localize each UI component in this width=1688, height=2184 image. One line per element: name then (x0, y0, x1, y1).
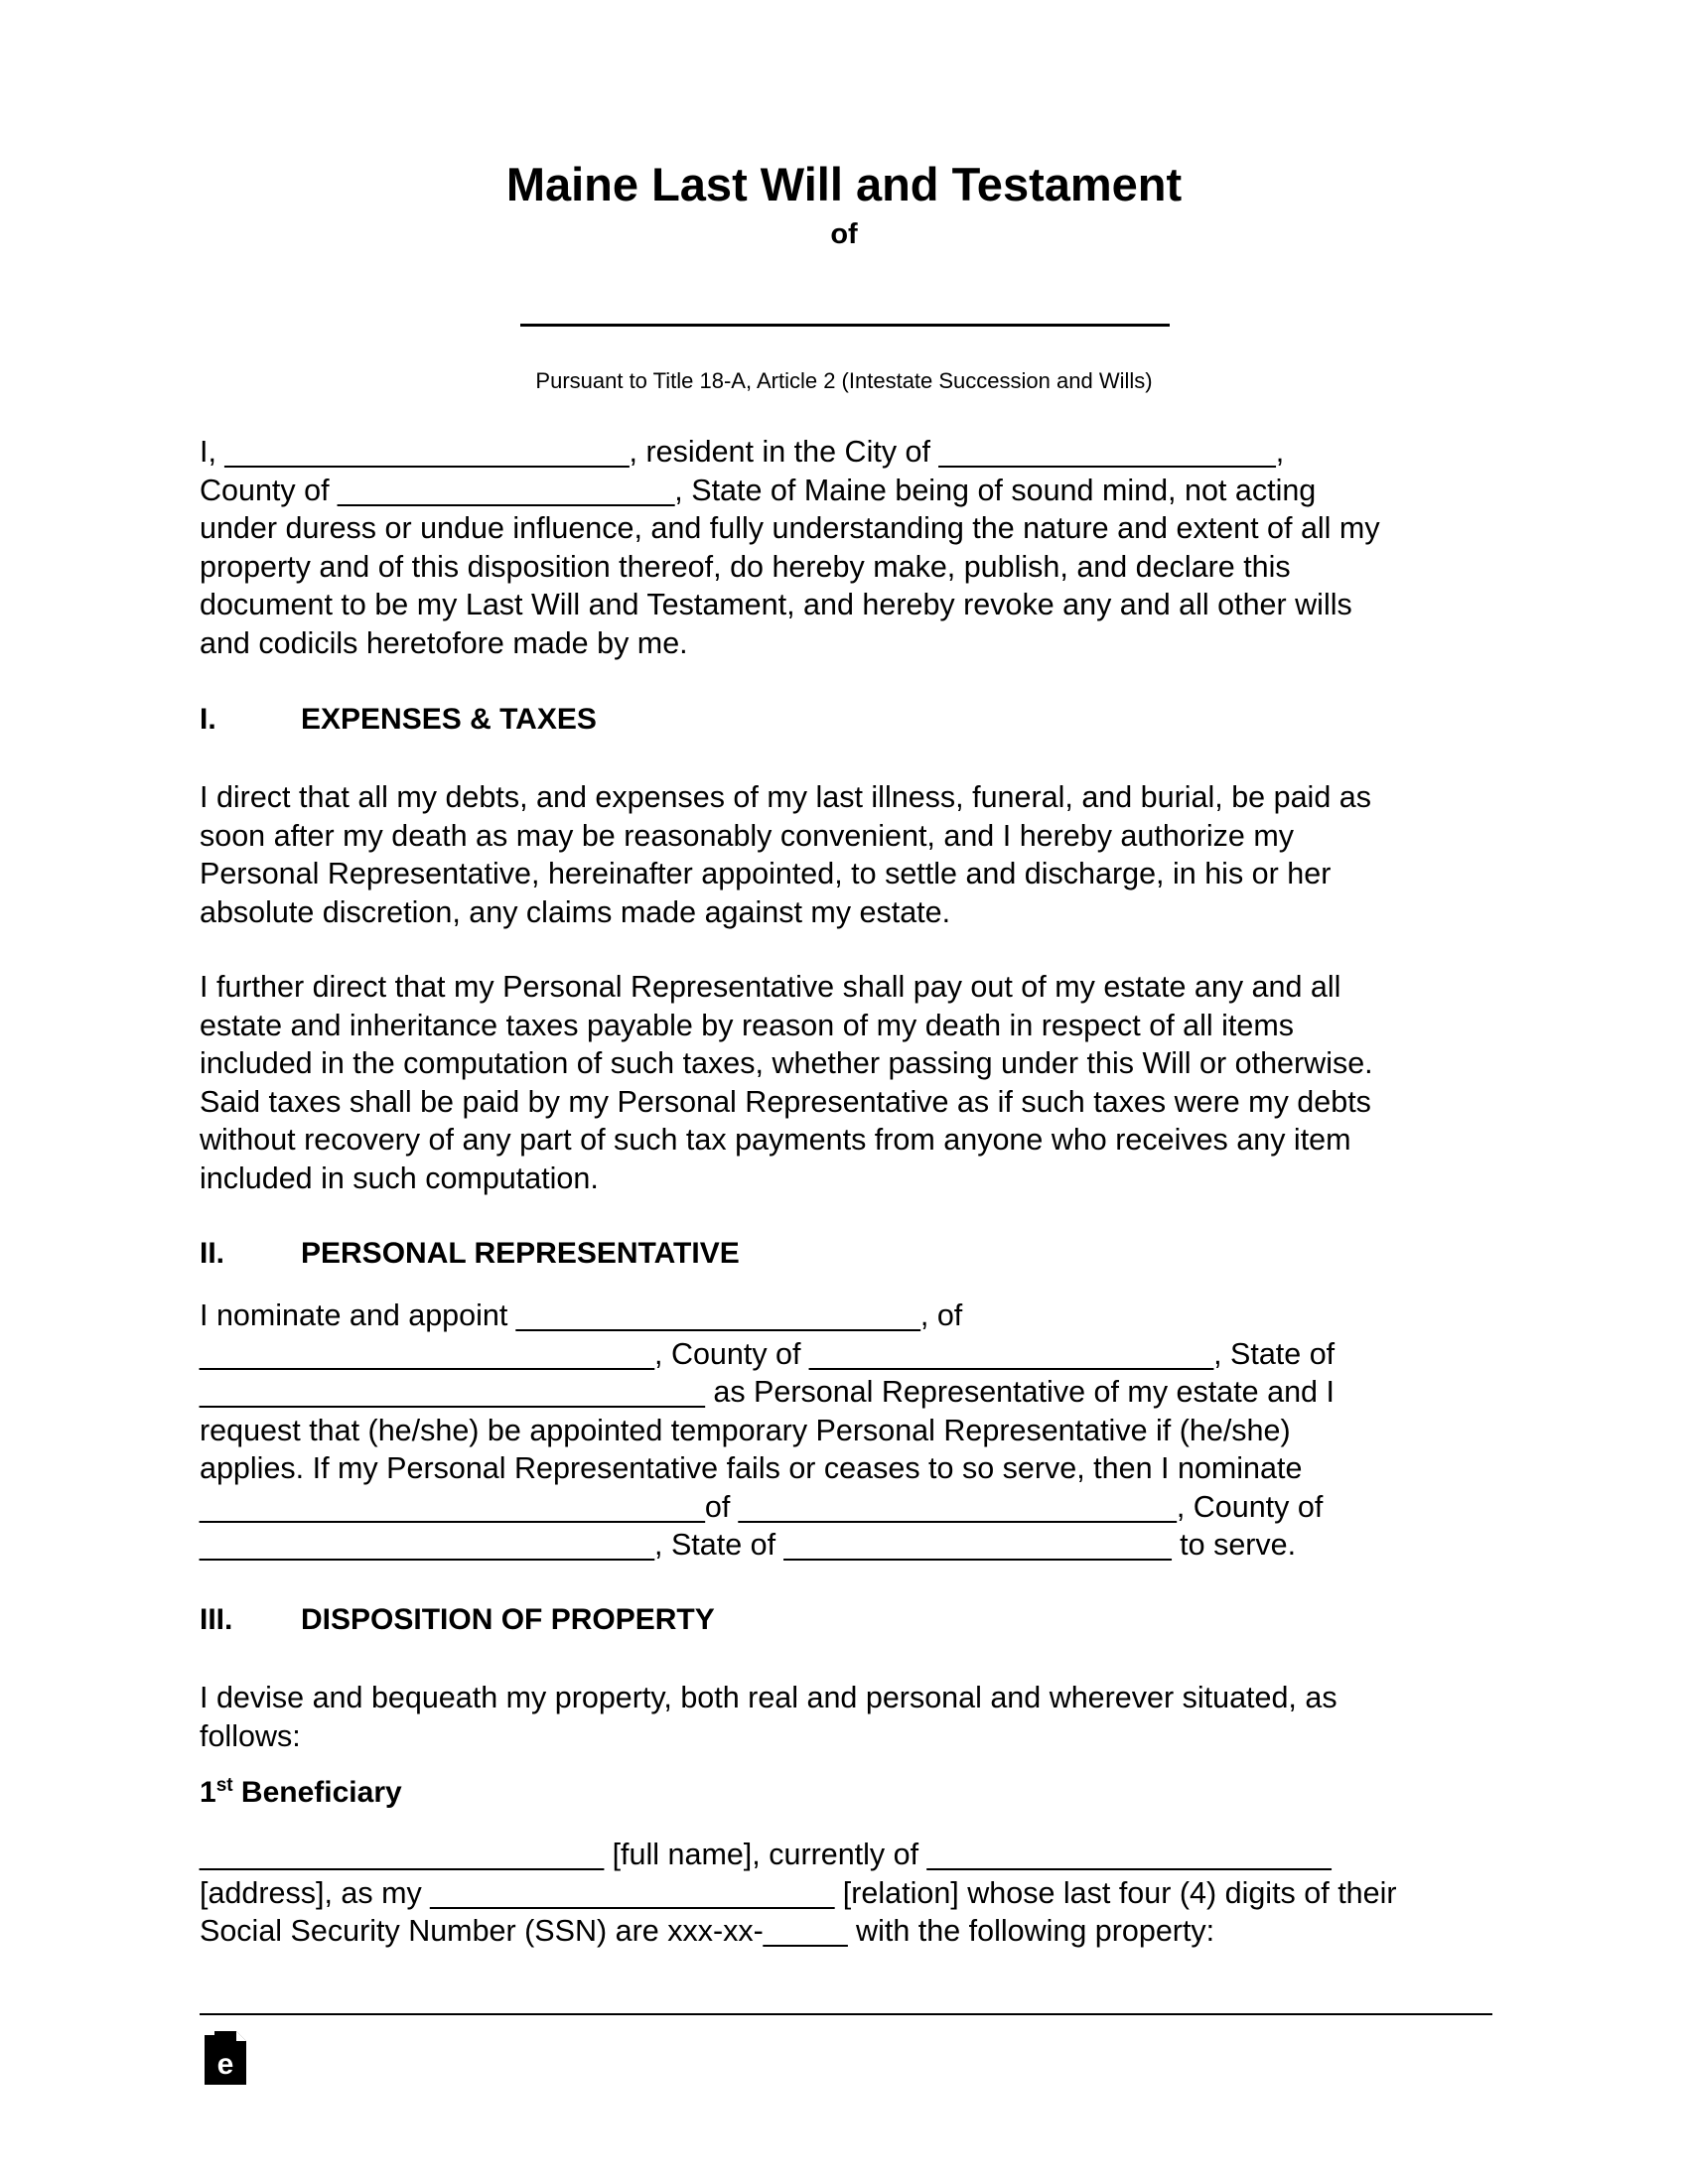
beneficiary-label: Beneficiary (232, 1776, 402, 1809)
text-line: I devise and bequeath my property, both real and personal and wherever situated, as (200, 1681, 1337, 1714)
text-line: applies. If my Personal Representative fails or ceases to so serve, then I nominate (200, 1451, 1303, 1485)
text-line: Said taxes shall be paid by my Personal Representative as if such taxes were my debts (200, 1084, 1371, 1119)
document-subtitle: of (830, 218, 858, 250)
text-line: included in the computation of such taxes, whether passing under this Will or otherwise. (200, 1046, 1373, 1080)
text-line: and codicils heretofore made by me. (200, 625, 688, 660)
property-entry-line[interactable] (200, 2013, 1492, 2015)
text-line: Personal Representative, hereinafter appointed, to settle and discharge, in his or her (200, 857, 1332, 890)
personal-representative-paragraph (200, 1297, 1510, 1565)
eforms-logo-icon (205, 2031, 246, 2085)
text-line: estate and inheritance taxes payable by reason of my death in respect of all items (200, 1008, 1295, 1042)
text-line: Social Security Number (SSN) are xxx-xx-_____ with the following property: (200, 1914, 1215, 1948)
text-line: ______________________________ as Personal Representative of my estate and I (200, 1375, 1335, 1409)
text-line: ________________________ [full name], currently of ________________________ (200, 1838, 1332, 1871)
text-line: I direct that all my debts, and expenses of my last illness, funeral, and burial, be paid as (200, 780, 1371, 814)
section-number: I. (200, 703, 216, 736)
text-line: County of ____________________, State of Maine being of sound mind, not acting (200, 473, 1317, 507)
intro-paragraph (200, 433, 1510, 662)
logo-letter: e (216, 2048, 234, 2081)
text-line: included in such computation. (200, 1160, 599, 1195)
text-line: ______________________________of __________________________, County of (200, 1489, 1324, 1524)
section-heading-personal-representative (200, 1235, 740, 1273)
beneficiary-paragraph (200, 1836, 1510, 1951)
text-line: property and of this disposition thereof, do hereby make, publish, and declare this (200, 549, 1291, 584)
text-line: request that (he/she) be appointed temporary Personal Representative if (he/she) (200, 1413, 1291, 1447)
beneficiary-heading (200, 1774, 402, 1812)
text-line: absolute discretion, any claims made against my estate. (200, 894, 951, 929)
section-heading-expenses (200, 701, 597, 739)
testator-name-line[interactable] (520, 324, 1170, 327)
expenses-paragraph-1 (200, 778, 1510, 931)
section-number: III. (200, 1603, 233, 1636)
section-heading-disposition (200, 1601, 715, 1639)
text-line: without recovery of any part of such tax payments from anyone who receives any item (200, 1123, 1351, 1157)
document-title: Maine Last Will and Testament (505, 158, 1183, 210)
beneficiary-ordinal: 1 (200, 1776, 216, 1809)
disposition-paragraph (200, 1679, 1510, 1755)
expenses-paragraph-2 (200, 968, 1510, 1197)
text-line: follows: (200, 1718, 301, 1753)
text-line: ___________________________, State of _______________________ to serve. (200, 1528, 1297, 1562)
section-number: II. (200, 1237, 225, 1270)
pursuant-note: Pursuant to Title 18-A, Article 2 (Intestate Succession and Wills) (535, 368, 1153, 393)
section-title: PERSONAL REPRESENTATIVE (301, 1237, 740, 1270)
text-line: soon after my death as may be reasonably convenient, and I hereby authorize my (200, 818, 1295, 853)
text-line: I, ________________________, resident in the City of ____________________, (200, 435, 1285, 469)
text-line: I nominate and appoint ________________________, of (200, 1298, 963, 1332)
section-title: EXPENSES & TAXES (301, 703, 597, 736)
text-line: ___________________________, County of ________________________, State of (200, 1336, 1336, 1371)
section-title: DISPOSITION OF PROPERTY (301, 1603, 715, 1636)
text-line: document to be my Last Will and Testament, and hereby revoke any and all other wills (200, 588, 1352, 621)
text-line: [address], as my ________________________ [relation] whose last four (4) digits of their (200, 1875, 1397, 1910)
text-line: I further direct that my Personal Representative shall pay out of my estate any and all (200, 970, 1341, 1004)
text-line: under duress or undue influence, and fully understanding the nature and extent of all my (200, 511, 1380, 545)
beneficiary-ordinal-suffix: st (215, 1775, 233, 1796)
